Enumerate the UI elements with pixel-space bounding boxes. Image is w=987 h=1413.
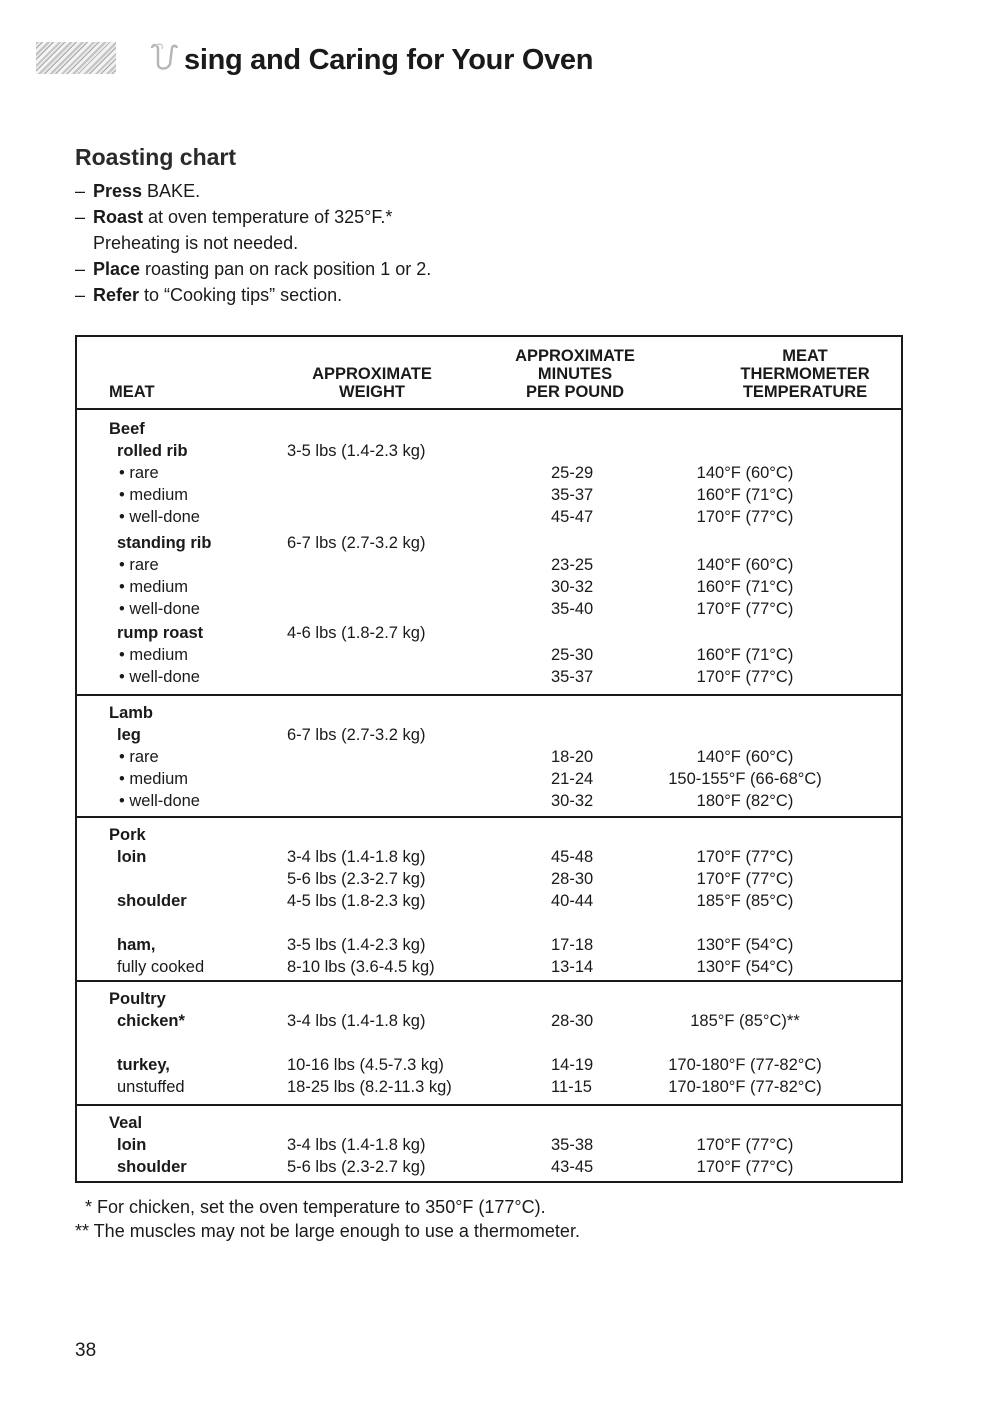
table-row bbox=[77, 600, 901, 622]
temperature-cell: 130°F (54°C) bbox=[696, 936, 794, 954]
minutes-cell: 21-24 bbox=[551, 770, 594, 788]
group-name: Poultry bbox=[109, 990, 166, 1008]
temperature-cell: 130°F (54°C) bbox=[696, 958, 794, 976]
table-row bbox=[77, 726, 901, 748]
table-header bbox=[77, 337, 901, 410]
page-number: 38 bbox=[75, 1340, 97, 1361]
cut-label: ham, bbox=[117, 936, 156, 954]
meat-group-lamb bbox=[77, 696, 901, 818]
table-row bbox=[77, 936, 901, 958]
temperature-cell: 170-180°F (77-82°C) bbox=[668, 1078, 822, 1096]
minutes-cell: 17-18 bbox=[551, 936, 594, 954]
cut-label: loin bbox=[117, 1136, 147, 1154]
minutes-cell: 25-29 bbox=[551, 464, 594, 482]
cut-label: chicken* bbox=[117, 1012, 185, 1030]
table-row bbox=[77, 668, 901, 690]
group-name-row bbox=[77, 420, 901, 442]
minutes-cell: 25-30 bbox=[551, 646, 594, 664]
cut-label: • medium bbox=[119, 770, 189, 788]
cut-label: fully cooked bbox=[117, 958, 205, 976]
weight-cell: 8-10 lbs (3.6-4.5 kg) bbox=[287, 958, 435, 976]
weight-cell: 3-4 lbs (1.4-1.8 kg) bbox=[287, 1136, 426, 1154]
temperature-cell: 140°F (60°C) bbox=[696, 464, 794, 482]
cut-label: • rare bbox=[119, 556, 159, 574]
temperature-cell: 170-180°F (77-82°C) bbox=[668, 1056, 822, 1074]
cut-label: • medium bbox=[119, 486, 189, 504]
cut-label: shoulder bbox=[117, 1158, 187, 1176]
decorative-pattern-image bbox=[36, 42, 116, 74]
table-row bbox=[77, 958, 901, 980]
weight-cell: 6-7 lbs (2.7-3.2 kg) bbox=[287, 534, 426, 552]
weight-cell: 4-5 lbs (1.8-2.3 kg) bbox=[287, 892, 426, 910]
group-name-row bbox=[77, 990, 901, 1012]
table-row bbox=[77, 486, 901, 508]
cut-label: unstuffed bbox=[117, 1078, 185, 1096]
instruction-line: – Place roasting pan on rack position 1 or 2. bbox=[75, 259, 432, 279]
cut-label: • well-done bbox=[119, 792, 200, 810]
table-row bbox=[77, 508, 901, 530]
page-title: sing and Caring for Your Oven bbox=[184, 44, 594, 76]
cut-label: • medium bbox=[119, 646, 189, 664]
table-row bbox=[77, 624, 901, 646]
minutes-cell: 43-45 bbox=[551, 1158, 594, 1176]
temperature-cell: 180°F (82°C) bbox=[696, 792, 794, 810]
weight-cell: 5-6 lbs (2.3-2.7 kg) bbox=[287, 1158, 426, 1176]
script-u-initial-icon bbox=[146, 40, 182, 76]
temperature-cell: 170°F (77°C) bbox=[696, 668, 794, 686]
meat-group-pork bbox=[77, 818, 901, 982]
weight-cell: 3-4 lbs (1.4-1.8 kg) bbox=[287, 848, 426, 866]
weight-cell: 6-7 lbs (2.7-3.2 kg) bbox=[287, 726, 426, 744]
table-row bbox=[77, 1056, 901, 1078]
group-name-row bbox=[77, 704, 901, 726]
weight-cell: 5-6 lbs (2.3-2.7 kg) bbox=[287, 870, 426, 888]
minutes-cell: 23-25 bbox=[551, 556, 594, 574]
minutes-cell: 35-37 bbox=[551, 486, 594, 504]
cut-label: • well-done bbox=[119, 668, 200, 686]
temperature-cell: 150-155°F (66-68°C) bbox=[668, 770, 822, 788]
temperature-cell: 140°F (60°C) bbox=[696, 556, 794, 574]
weight-cell: 18-25 lbs (8.2-11.3 kg) bbox=[287, 1078, 452, 1096]
header-minutes: APPROXIMATE MINUTES PER POUND bbox=[515, 347, 635, 401]
instruction-line: – Press BAKE. bbox=[75, 181, 201, 201]
table-row bbox=[77, 464, 901, 486]
minutes-cell: 13-14 bbox=[551, 958, 594, 976]
table-row bbox=[77, 646, 901, 668]
footnotes bbox=[75, 1195, 580, 1243]
table-row bbox=[77, 442, 901, 464]
footnote-thermometer: ** The muscles may not be large enough to use a thermometer. bbox=[75, 1221, 580, 1241]
instruction-line: Preheating is not needed. bbox=[93, 233, 299, 253]
cut-label: • rare bbox=[119, 748, 159, 766]
instruction-line: – Roast at oven temperature of 325°F.* bbox=[75, 207, 393, 227]
table-row bbox=[77, 770, 901, 792]
weight-cell: 4-6 lbs (1.8-2.7 kg) bbox=[287, 624, 426, 642]
cut-label: rolled rib bbox=[117, 442, 188, 460]
instructions-list bbox=[75, 178, 431, 308]
temperature-cell: 170°F (77°C) bbox=[696, 600, 794, 618]
temperature-cell: 170°F (77°C) bbox=[696, 848, 794, 866]
minutes-cell: 30-32 bbox=[551, 578, 594, 596]
cut-label: leg bbox=[117, 726, 141, 744]
weight-cell: 3-4 lbs (1.4-1.8 kg) bbox=[287, 1012, 426, 1030]
meat-group-poultry bbox=[77, 982, 901, 1106]
section-title: Roasting chart bbox=[75, 144, 237, 170]
cut-label: standing rib bbox=[117, 534, 212, 552]
meat-group-beef bbox=[77, 410, 901, 696]
temperature-cell: 160°F (71°C) bbox=[696, 646, 794, 664]
table-row bbox=[77, 848, 901, 870]
temperature-cell: 140°F (60°C) bbox=[696, 748, 794, 766]
table-row bbox=[77, 1078, 901, 1100]
cut-label: rump roast bbox=[117, 624, 204, 642]
group-name: Beef bbox=[109, 420, 145, 438]
group-name: Veal bbox=[109, 1114, 143, 1132]
cut-label: • well-done bbox=[119, 508, 200, 526]
meat-group-veal bbox=[77, 1106, 901, 1183]
header-temperature: MEAT THERMOMETER TEMPERATURE bbox=[740, 347, 870, 401]
table-row bbox=[77, 1012, 901, 1034]
temperature-cell: 185°F (85°C) bbox=[696, 892, 794, 910]
weight-cell: 3-5 lbs (1.4-2.3 kg) bbox=[287, 936, 426, 954]
group-name-row bbox=[77, 826, 901, 848]
temperature-cell: 170°F (77°C) bbox=[696, 508, 794, 526]
minutes-cell: 45-48 bbox=[551, 848, 594, 866]
table-row bbox=[77, 870, 901, 892]
roasting-chart-table bbox=[75, 335, 903, 1183]
table-row bbox=[77, 556, 901, 578]
minutes-cell: 45-47 bbox=[551, 508, 594, 526]
table-row bbox=[77, 534, 901, 556]
cut-label: • well-done bbox=[119, 600, 200, 618]
group-name: Lamb bbox=[109, 704, 154, 722]
temperature-cell: 170°F (77°C) bbox=[696, 870, 794, 888]
temperature-cell: 170°F (77°C) bbox=[696, 1136, 794, 1154]
cut-label: • medium bbox=[119, 578, 189, 596]
minutes-cell: 30-32 bbox=[551, 792, 594, 810]
cut-label: loin bbox=[117, 848, 147, 866]
temperature-cell: 160°F (71°C) bbox=[696, 486, 794, 504]
minutes-cell: 28-30 bbox=[551, 870, 594, 888]
footnote-chicken: * For chicken, set the oven temperature to 350°F (177°C). bbox=[75, 1197, 546, 1217]
weight-cell: 10-16 lbs (4.5-7.3 kg) bbox=[287, 1056, 444, 1074]
temperature-cell: 185°F (85°C)** bbox=[690, 1012, 800, 1030]
instruction-line: – Refer to “Cooking tips” section. bbox=[75, 285, 343, 305]
cut-label: turkey, bbox=[117, 1056, 170, 1074]
table-row bbox=[77, 892, 901, 914]
header-weight: APPROXIMATE WEIGHT bbox=[312, 365, 432, 401]
cut-label: • rare bbox=[119, 464, 159, 482]
minutes-cell: 35-37 bbox=[551, 668, 594, 686]
minutes-cell: 28-30 bbox=[551, 1012, 594, 1030]
minutes-cell: 40-44 bbox=[551, 892, 594, 910]
table-row bbox=[77, 748, 901, 770]
table-row bbox=[77, 792, 901, 814]
group-name-row bbox=[77, 1114, 901, 1136]
minutes-cell: 11-15 bbox=[551, 1078, 592, 1096]
minutes-cell: 14-19 bbox=[551, 1056, 594, 1074]
header-meat: MEAT bbox=[109, 383, 155, 401]
weight-cell: 3-5 lbs (1.4-2.3 kg) bbox=[287, 442, 426, 460]
minutes-cell: 35-40 bbox=[551, 600, 594, 618]
temperature-cell: 160°F (71°C) bbox=[696, 578, 794, 596]
minutes-cell: 18-20 bbox=[551, 748, 594, 766]
table-row bbox=[77, 1136, 901, 1158]
group-name: Pork bbox=[109, 826, 146, 844]
table-row bbox=[77, 1158, 901, 1180]
table-row bbox=[77, 578, 901, 600]
cut-label: shoulder bbox=[117, 892, 187, 910]
minutes-cell: 35-38 bbox=[551, 1136, 594, 1154]
temperature-cell: 170°F (77°C) bbox=[696, 1158, 794, 1176]
